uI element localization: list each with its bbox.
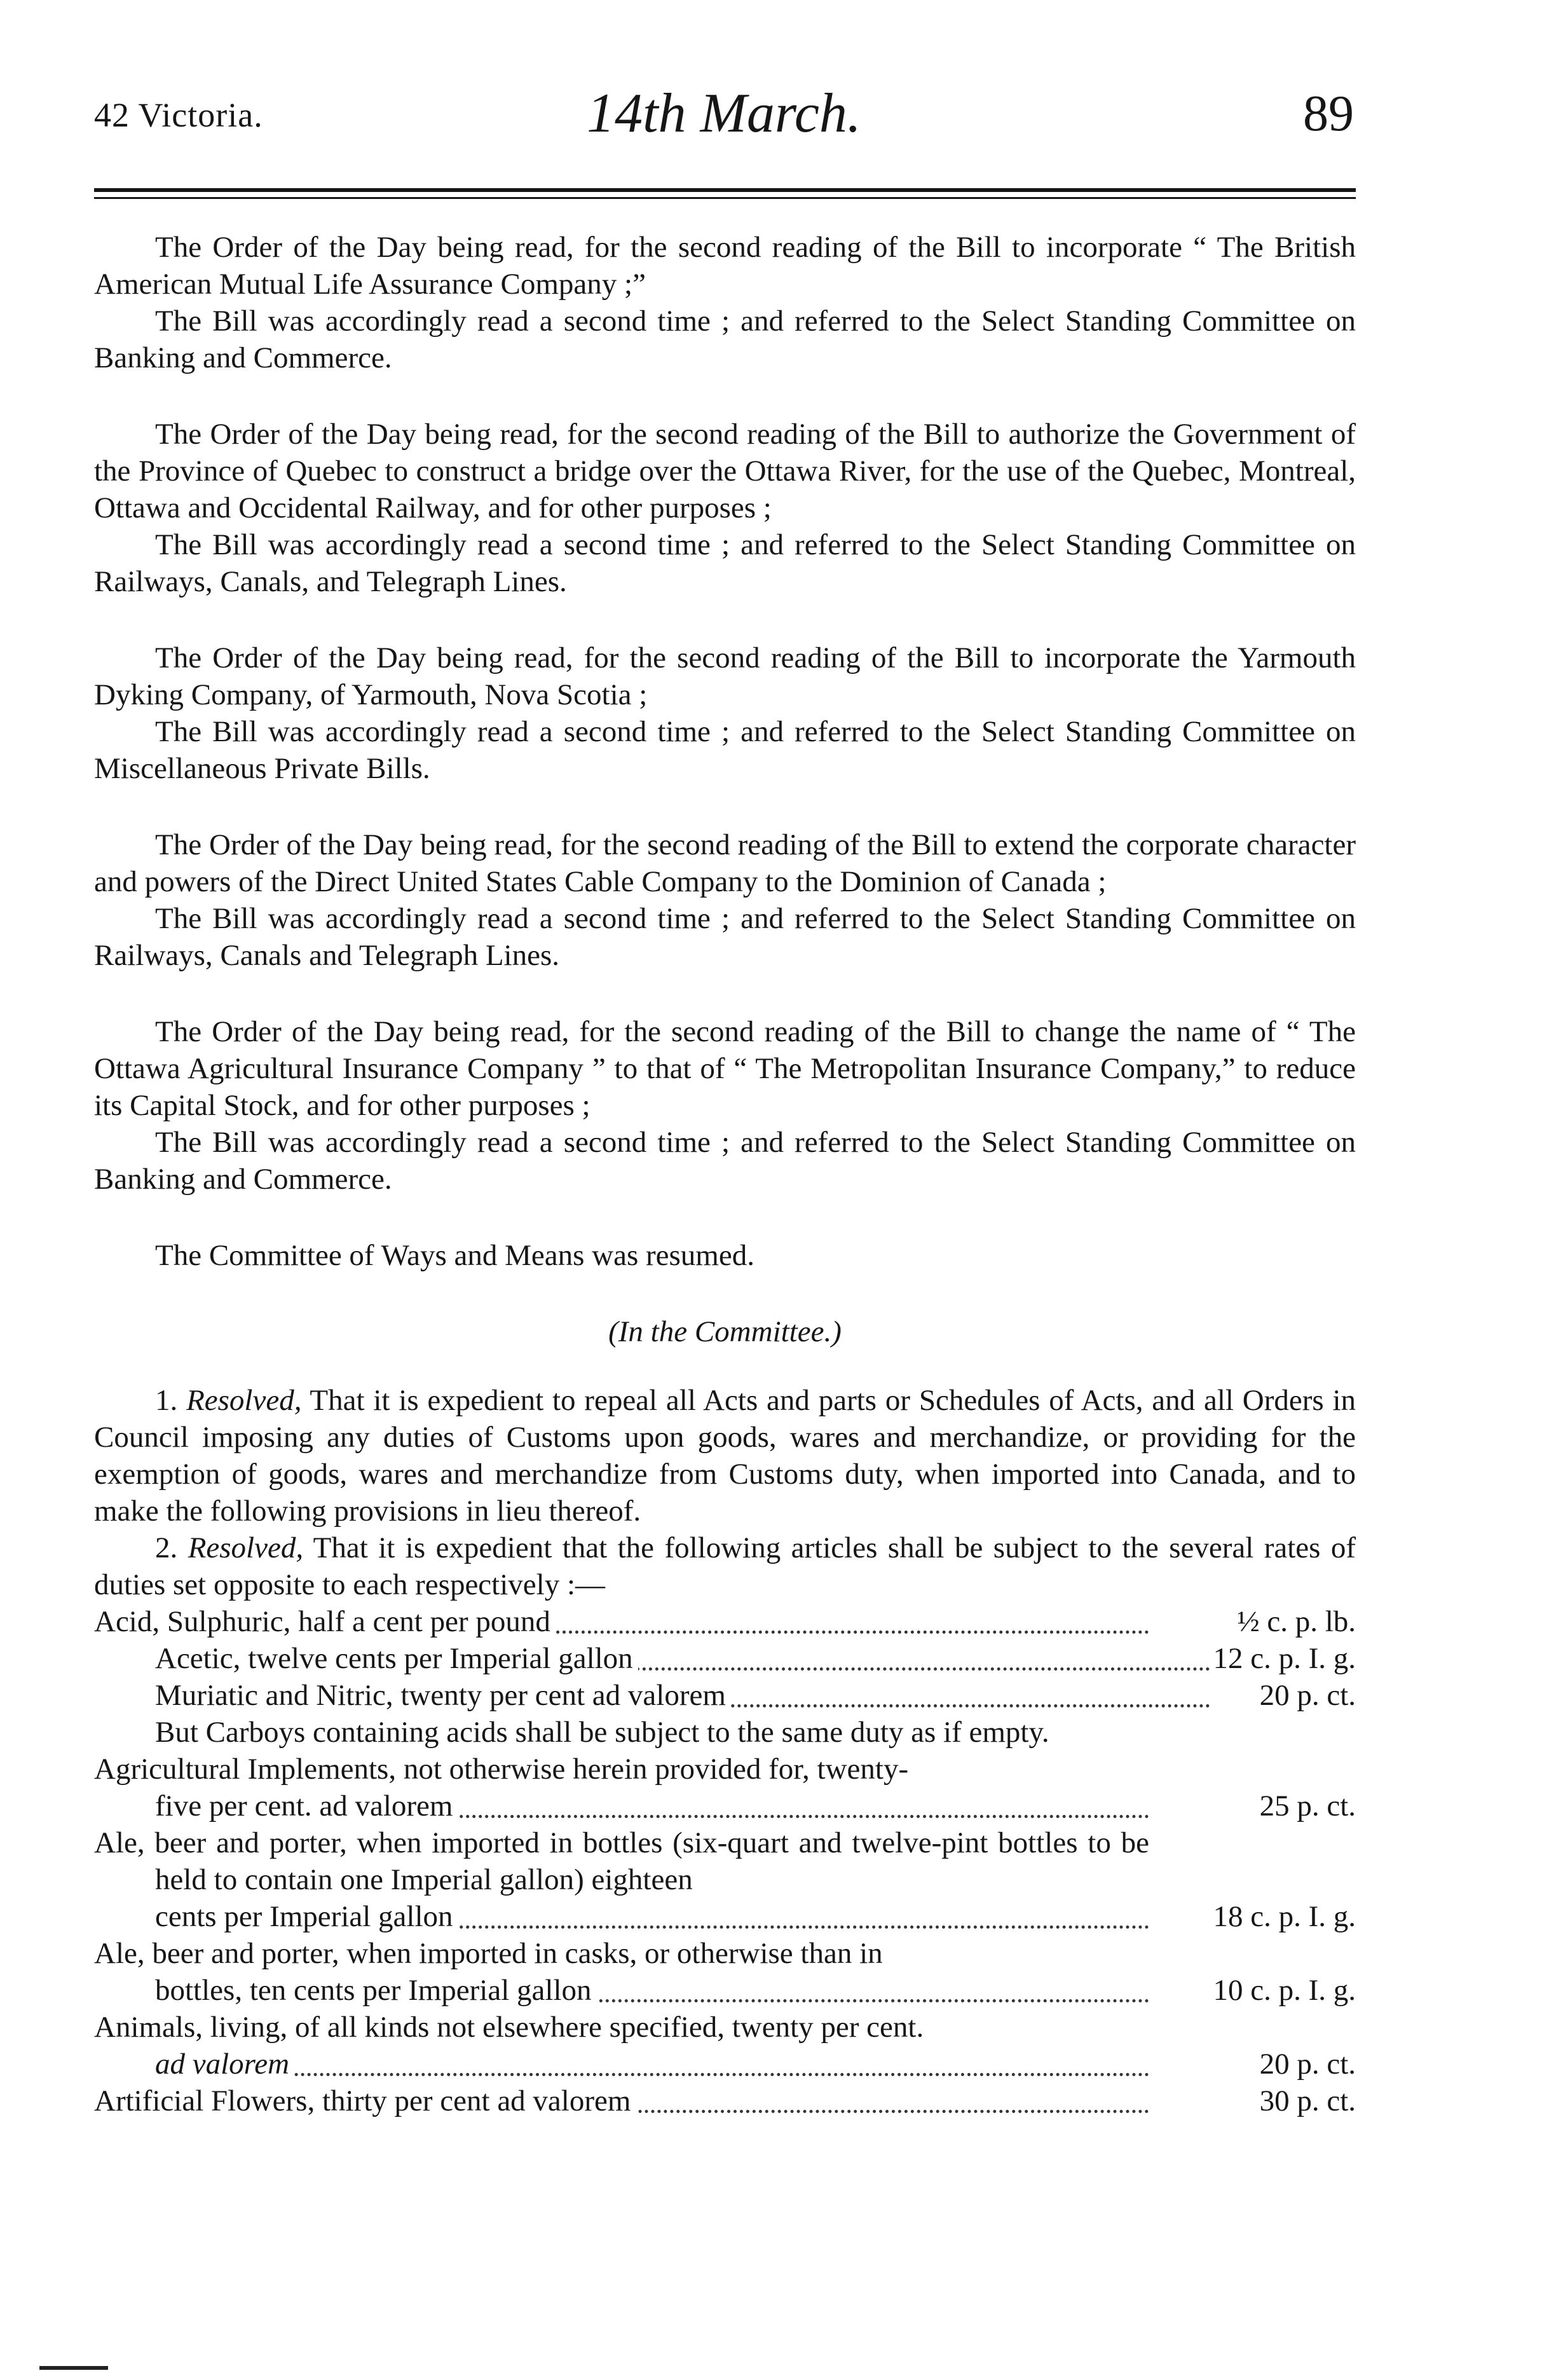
tariff-item: cents per Imperial gallon (155, 1900, 458, 1933)
tariff-rate: ½ c. p. lb. (1237, 1605, 1356, 1638)
tariff-row (94, 1677, 1356, 1714)
tariff-row (94, 1714, 1356, 1751)
resolution-number: 1. (155, 1384, 178, 1417)
order-paragraph-4 (94, 826, 1356, 974)
tariff-item: Acetic, twelve cents per Imperial gallon (155, 1642, 638, 1675)
result-text: The Bill was accordingly read a second time ; and referred to the Select Standing Committee on Banking and Commerce. (94, 1126, 1356, 1196)
tariff-item-lead: Animals, living, of all kinds not elsewhere specified, twenty per cent. (94, 2011, 924, 2044)
tariff-item-lead: Ale, beer and porter, when imported in bottles (six-quart and twelve-pint bottles to be held to contain one Imperial gallon) eighteen (94, 1826, 1149, 1896)
result-text: The Bill was accordingly read a second time ; and referred to the Select Standing Committee on Banking and Commerce. (94, 304, 1356, 374)
tariff-table (94, 1603, 1356, 2119)
tariff-row (94, 1935, 1356, 2009)
tariff-rate: 20 p. ct. (1259, 2048, 1356, 2081)
tariff-row (94, 2009, 1356, 2082)
page-header (94, 81, 1354, 151)
tariff-rate: 12 c. p. I. g. (1213, 1642, 1356, 1675)
order-paragraph-1 (94, 229, 1356, 376)
tariff-row (94, 1640, 1356, 1677)
tariff-row (94, 2082, 1356, 2119)
journal-body (94, 229, 1356, 2119)
resolution-1 (94, 1382, 1356, 1529)
tariff-note: But Carboys containing acids shall be subject to the same duty as if empty. (155, 1716, 1049, 1749)
order-text: The Order of the Day being read, for the second reading of the Bill to extend the corporate character and powers of the Direct United States Cable Company to the Dominion of Canada ; (94, 828, 1356, 898)
tariff-rate: 25 p. ct. (1259, 1789, 1356, 1823)
order-paragraph-3 (94, 639, 1356, 787)
committee-resumed: The Committee of Ways and Means was resumed. (155, 1239, 754, 1272)
tariff-rate: 10 c. p. I. g. (1213, 1974, 1356, 2007)
header-session: 42 Victoria. (94, 96, 263, 134)
order-text: The Order of the Day being read, for the second reading of the Bill to authorize the Government of the Province of Quebec to construct a bridge over the Ottawa River, for the use of the Quebec, Montreal, Ottawa and Occidental Railway, and for other purposes ; (94, 418, 1356, 524)
tariff-item-lead: Ale, beer and porter, when imported in casks, or otherwise than in (94, 1937, 883, 1970)
tariff-row (94, 1824, 1356, 1935)
result-text: The Bill was accordingly read a second time ; and referred to the Select Standing Committee on Miscellaneous Private Bills. (94, 715, 1356, 785)
order-text: The Order of the Day being read, for the second reading of the Bill to change the name of “ The Ottawa Agricultural Insurance Company ” to that of “ The Metropolitan Insurance Company,” to reduce its Capital Stock, and for other purposes ; (94, 1015, 1356, 1122)
resolution-word: Resolved, (188, 1531, 304, 1564)
tariff-row (94, 1751, 1356, 1824)
header-date: 14th March. (587, 83, 861, 144)
result-text: The Bill was accordingly read a second time ; and referred to the Select Standing Committee on Railways, Canals, and Telegraph Lines. (94, 528, 1356, 598)
committee-heading: (In the Committee.) (608, 1315, 842, 1348)
header-rule-thin (94, 197, 1356, 199)
resolution-2 (94, 1529, 1356, 1603)
tariff-rate: 20 p. ct. (1259, 1679, 1356, 1712)
resolution-text: That it is expedient to repeal all Acts and parts or Schedules of Acts, and all Orders in Council imposing any duties of Customs upon goods, wares and merchandize, or providing for the exemption of goods, wares and merchandize from Customs duty, when imported into Canada, and to make the following provisions in lieu thereof. (94, 1384, 1356, 1528)
tariff-row (94, 1603, 1356, 1640)
tariff-item: Muriatic and Nitric, twenty per cent ad valorem (155, 1679, 731, 1712)
tariff-item: bottles, ten cents per Imperial gallon (155, 1974, 597, 2007)
header-page-number: 89 (1303, 86, 1354, 142)
order-paragraph-5 (94, 1013, 1356, 1198)
order-text: The Order of the Day being read, for the second reading of the Bill to incorporate “ The British American Mutual Life Assurance Company ;” (94, 231, 1356, 301)
tariff-item-lead: Agricultural Implements, not otherwise herein provided for, twenty- (94, 1753, 909, 1786)
result-text: The Bill was accordingly read a second time ; and referred to the Select Standing Committee on Railways, Canals and Telegraph Lines. (94, 902, 1356, 972)
footer-mark (39, 2366, 108, 2370)
order-paragraph-2 (94, 416, 1356, 600)
header-rule-thick (94, 188, 1356, 192)
tariff-rate: 30 p. ct. (1259, 2084, 1356, 2117)
resolution-number: 2. (155, 1531, 178, 1564)
order-text: The Order of the Day being read, for the second reading of the Bill to incorporate the Yarmouth Dyking Company, of Yarmouth, Nova Scotia ; (94, 641, 1356, 711)
tariff-item: five per cent. ad valorem (155, 1789, 458, 1823)
resolution-word: Resolved, (186, 1384, 302, 1417)
tariff-rate: 18 c. p. I. g. (1213, 1900, 1356, 1933)
tariff-item: ad valorem (155, 2048, 294, 2081)
resolution-text: That it is expedient that the following articles shall be subject to the several rates of duties set opposite to each respectively :— (94, 1531, 1356, 1601)
tariff-item: Artificial Flowers, thirty per cent ad valorem (94, 2084, 636, 2117)
tariff-item: Acid, Sulphuric, half a cent per pound (94, 1605, 556, 1638)
